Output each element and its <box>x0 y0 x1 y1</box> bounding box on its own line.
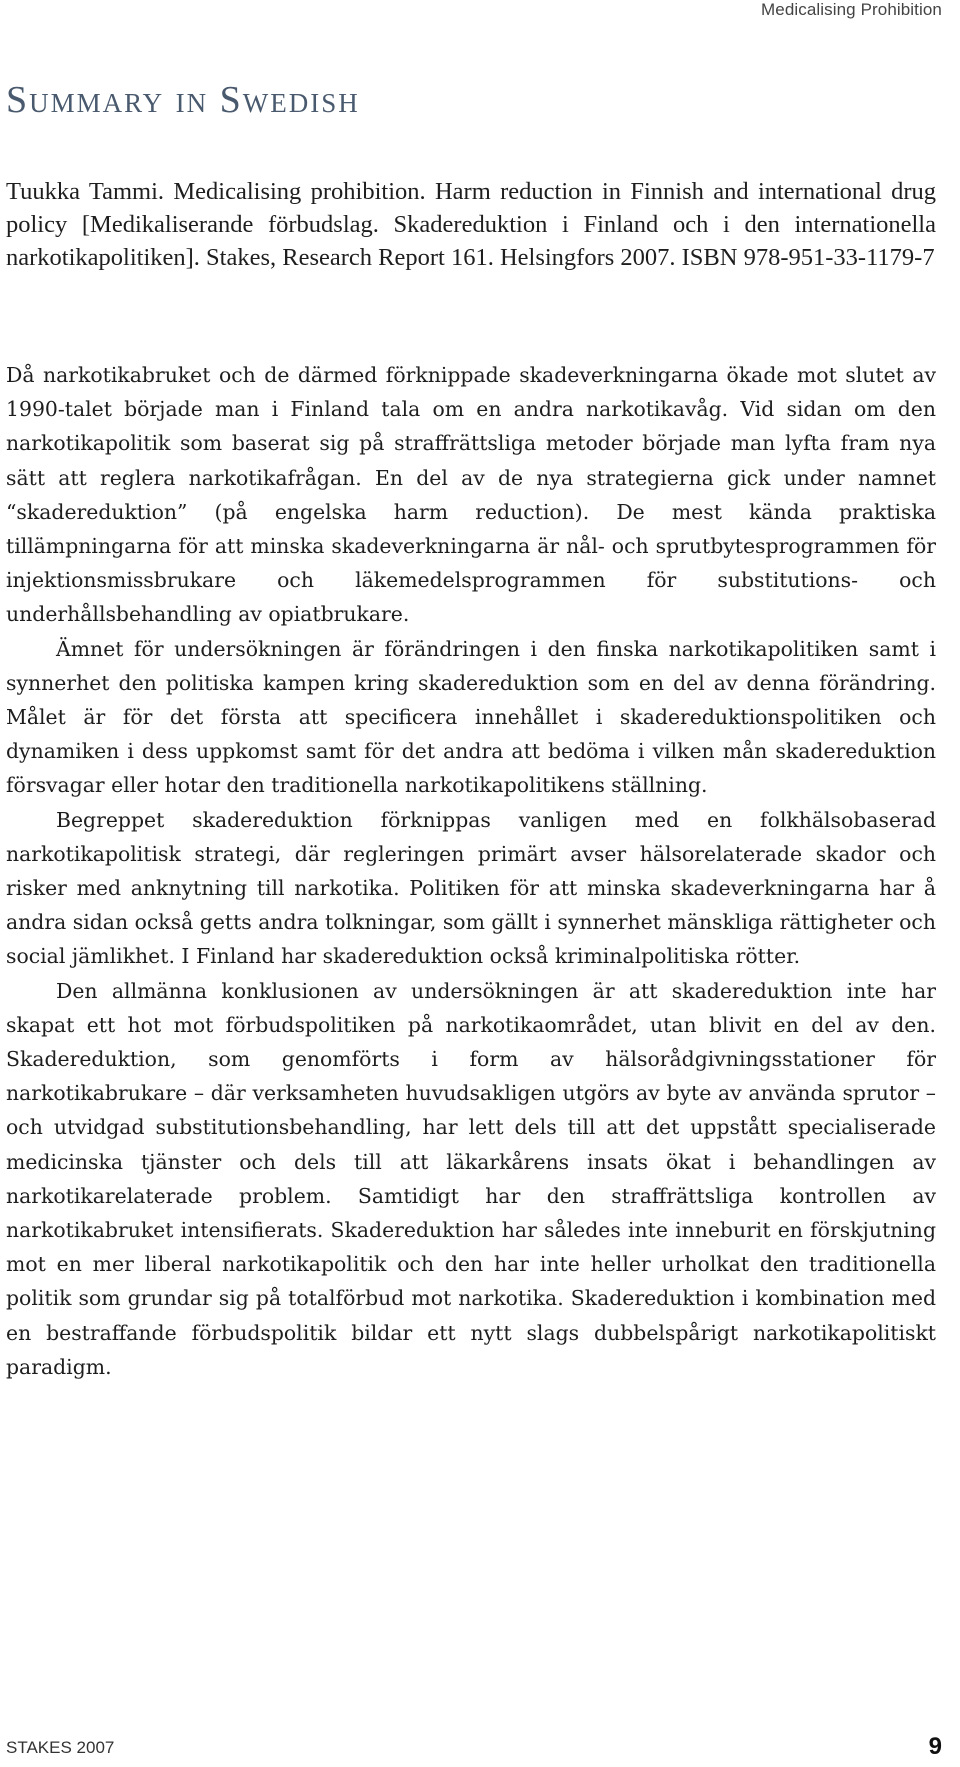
running-header: Medicalising Prohibition <box>761 0 942 19</box>
paragraph: Då narkotikabruket och de därmed förknippade skadeverkningarna ökade mot slutet av 1990-talet började man i Finland tala om en andra narkotikavåg. Vid sidan om den narkotikapolitik som baserat sig på straffrättsliga metoder började man lyfta fram nya sätt att reglera narkotikafrågan. En del av de nya strategierna gick under namnet “skadereduktion” (på engelska harm reduction). De mest kända praktiska tillämpningarna för att minska skadeverkningarna är nål- och sprutbytesprogrammen för injektionsmissbrukare och läkemedelsprogrammen för substitutions- och underhållsbehandling av opiatbrukare. <box>6 363 936 627</box>
page-number: 9 <box>928 1733 942 1760</box>
paragraph: Den allmänna konklusionen av undersökningen är att skadereduktion inte har skapat ett hot mot förbudspolitiken på narkotikaområdet, utan blivit en del av den. Skadereduktion, som genomförts i form av hälsorådgivningsstationer för narkotikabrukare – där verksamheten huvudsakligen utgörs av byte av använda sprutor – och utvidgad substitutionsbehandling, har lett dels till att det uppstått specialiserade medicinska tjänster och dels till att läkarkårens insats ökat i behandlingen av narkotikarelaterade problem. Samtidigt har den straffrättsliga kontrollen av narkotikabruket intensifierats. Skadereduktion har således inte inneburit en förskjutning mot en mer liberal narkotikapolitik och den har inte heller urholkat den traditionella politik som grundar sig på totalförbud mot narkotika. Skadereduktion i kombination med en bestraffande förbudspolitik bildar ett nytt slags dubbelspårigt narkotikapolitiskt paradigm. <box>6 978 936 1379</box>
footer-publisher: STAKES 2007 <box>6 1738 115 1757</box>
section-title: Summary in Swedish <box>6 79 360 121</box>
bibliographic-citation: Tuukka Tammi. Medicalising prohibition. Harm reduction in Finnish and international drug policy [Medikaliserande förbudslag. Skadereduktion i Finland och i den internationella narkotikapolitiken]. Stakes, Research Report 161. Helsingfors 2007. ISBN 978-951-33-1179-7 <box>6 178 936 272</box>
paragraph: Begreppet skadereduktion förknippas vanligen med en folkhälsobaserad narkotikapolitisk strategi, där regleringen primärt avser hälsorelaterade skador och risker med anknytning till narkotika. Politiken för att minska skadeverkningarna har å andra sidan också getts andra tolkningar, som gällt i synnerhet mänskliga rättigheter och social jämlikhet. I Finland har skadereduktion också kriminalpolitiska rötter. <box>6 807 936 969</box>
paragraph: Ämnet för undersökningen är förändringen i den finska narkotikapolitiken samt i synnerhet den politiska kampen kring skadereduktion som en del av denna förändring. Målet är för det första att specificera innehållet i skadereduktionspolitiken och dynamiken i dess uppkomst samt för det andra att bedöma i vilken mån skadereduktion försvagar eller hotar den traditionella narkotikapolitikens ställning. <box>6 636 936 798</box>
summary-body <box>6 358 936 1384</box>
